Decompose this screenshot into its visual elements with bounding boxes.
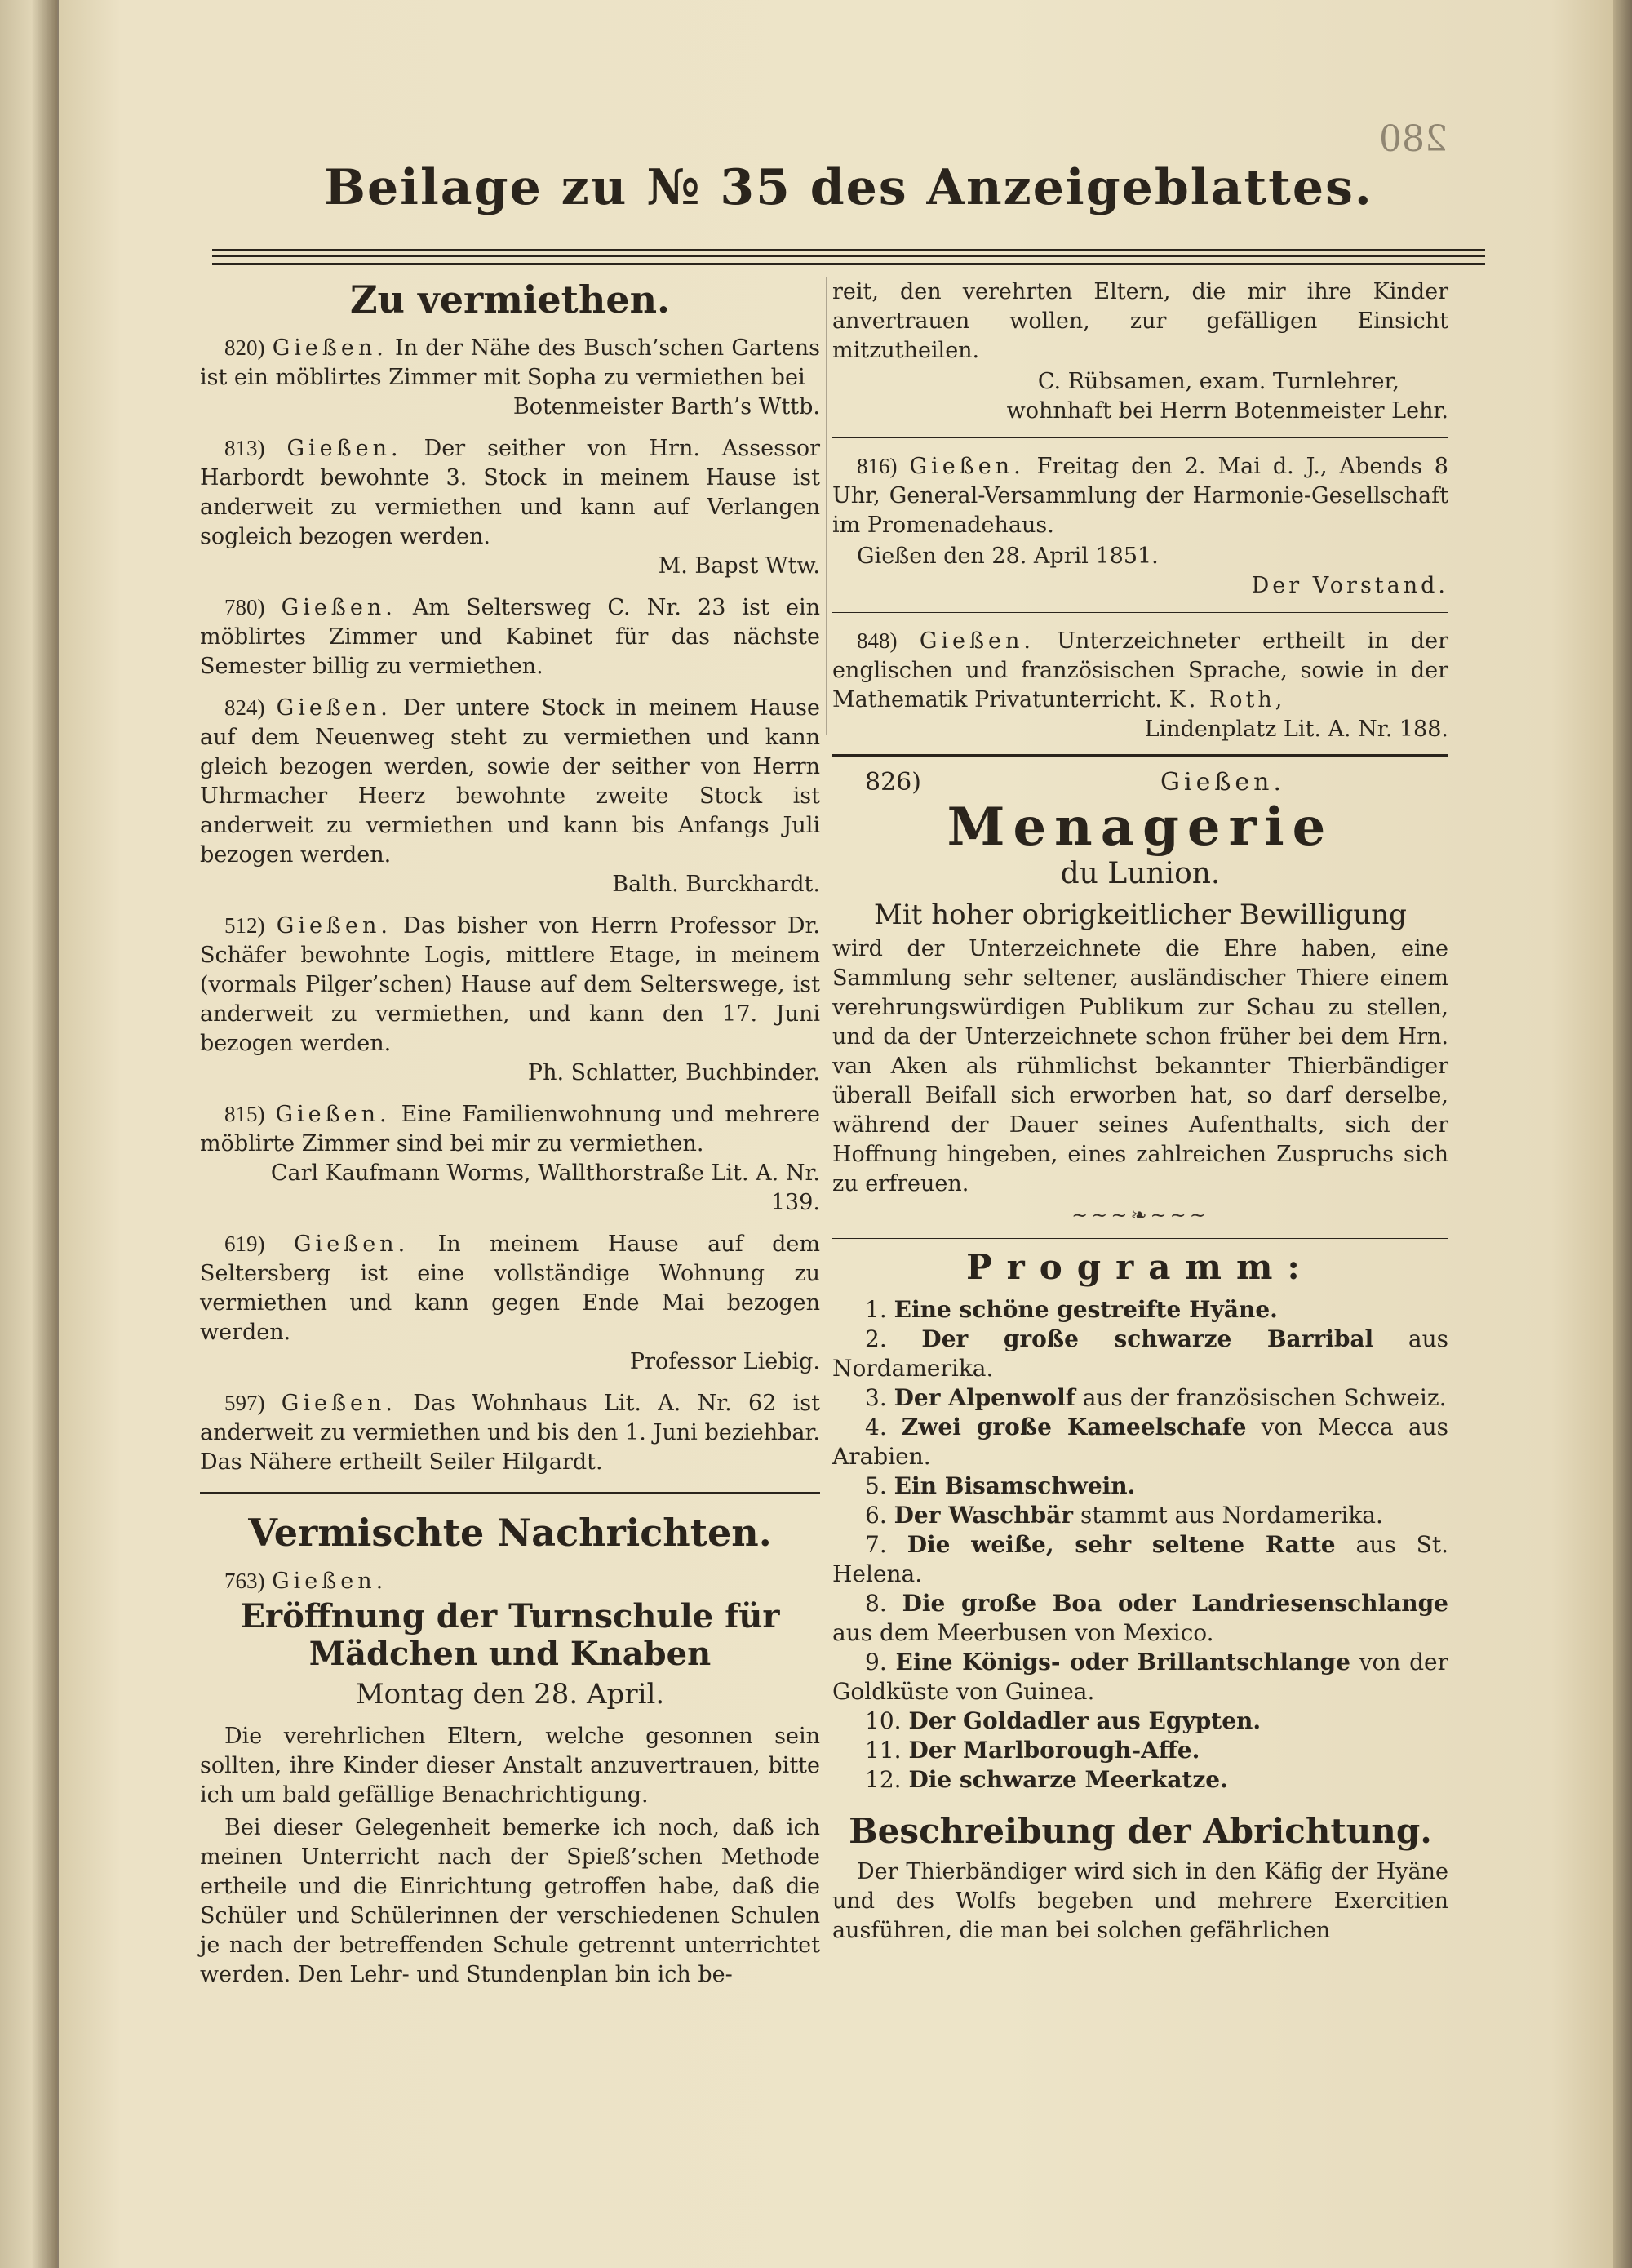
programm-item: 6. Der Waschbär stammt aus Nordamerika. — [865, 1502, 1383, 1529]
turnschule-continuation: reit, den verehrten Eltern, die mir ihre Kinder anvertrauen wollen, zur gefälligen Einsicht mitzutheilen. — [832, 279, 1448, 363]
ad-816: 816) Gießen. Freitag den 2. Mai d. J., Abends 8 Uhr, General-Versammlung der Harmonie-Gesellschaft im Promenadehaus. — [832, 454, 1448, 538]
ad-816-date: Gießen den 28. April 1851. — [857, 544, 1159, 569]
menagerie-header — [832, 768, 1448, 797]
programm-title: Programm: — [966, 1247, 1315, 1287]
menagerie-location: Gießen. — [1160, 768, 1285, 797]
ornament-icon: ~~~❧~~~ — [1071, 1204, 1209, 1227]
programm-item: 1. Eine schöne gestreifte Hyäne. — [865, 1296, 1278, 1323]
programm-item: 7. Die weiße, sehr seltene Ratte aus St. Helena. — [832, 1531, 1448, 1587]
ad-820: 820) Gießen. In der Nähe des Busch’schen Gartens ist ein möblirtes Zimmer mit Sopha zu vermiethen bei Botenmeister Barth’s Wttb. — [200, 335, 820, 419]
page-number: 280 — [1379, 118, 1448, 160]
programm-item: 4. Zwei große Kameelschafe von Mecca aus Arabien. — [832, 1414, 1448, 1470]
divider-rule — [832, 437, 1448, 438]
beschreibung-title: Beschreibung der Abrichtung. — [849, 1811, 1432, 1851]
programm-item: 9. Eine Königs- oder Brillantschlange von der Goldküste von Guinea. — [832, 1649, 1448, 1705]
masthead: Beilage zu № 35 des Anzeigeblattes. — [324, 159, 1373, 216]
section-title-zu-vermiethen: Zu vermiethen. — [349, 277, 671, 322]
turnschule-date: Montag den 28. April. — [355, 1678, 665, 1711]
programm-list — [832, 1295, 1448, 1795]
left-column — [200, 277, 820, 2001]
programm-item: 12. Die schwarze Meerkatze. — [865, 1766, 1228, 1793]
ad-816-signature: Der Vorstand. — [1251, 573, 1448, 598]
beschreibung-text: Der Thierbändiger wird sich in den Käfig der Hyäne und des Wolfs begeben und mehrere Exercitien ausführen, die man bei solchen gefährlichen — [832, 1859, 1448, 1943]
menagerie-lead: Mit hoher obrigkeitlicher Bewilligung — [874, 899, 1407, 931]
divider-rule — [832, 612, 1448, 613]
ad-848-address: Lindenplatz Lit. A. Nr. 188. — [1144, 717, 1448, 742]
ad-824: 824) Gießen. Der untere Stock in meinem Hause auf dem Neuenweg steht zu vermiethen und kann gleich bezogen werden, sowie der seither von Herrn Uhrmacher Heerz bewohnte zweite Stock ist anderweit zu vermiethen und kann bis Anfangs Juli bezogen werden. Balth. Burckhardt. — [200, 695, 820, 897]
turnschule-title: Eröffnung der Turnschule für Mädchen und Knaben — [240, 1597, 780, 1673]
programm-item: 5. Ein Bisamschwein. — [865, 1472, 1136, 1499]
ad-848: 848) Gießen. Unterzeichneter ertheilt in der englischen und französischen Sprache, sowie in der Mathematik Privatunterricht. K. Roth, — [832, 628, 1448, 712]
right-column — [832, 277, 1448, 1957]
turnschule-para1: Die verehrlichen Eltern, welche gesonnen sein sollten, ihre Kinder dieser Anstalt anzuvertrauen, bitte ich um bald gefällige Benachrichtigung. — [200, 1724, 820, 1808]
facing-page-edge — [0, 0, 57, 2268]
ad-597: 597) Gießen. Das Wohnhaus Lit. A. Nr. 62 ist anderweit zu vermiethen und bis den 1. Juni beziehbar. Das Nähere ertheilt Seiler Hilgardt. — [200, 1391, 820, 1475]
ad-763-header: 763) Gießen. — [224, 1569, 388, 1594]
programm-item: 11. Der Marlborough-Affe. — [865, 1737, 1200, 1764]
menagerie-title: Menagerie — [947, 797, 1334, 858]
section-rule — [200, 1492, 820, 1494]
turnschule-address: wohnhaft bei Herrn Botenmeister Lehr. — [1006, 398, 1448, 424]
ad-512: 512) Gießen. Das bisher von Herrn Professor Dr. Schäfer bewohnte Logis, mittlere Etage, in meinem (vormals Pilger’schen) Hause auf dem Selterswege, ist anderweit zu vermiethen, und kann den 17. Juni bezogen werden. Ph. Schlatter, Buchbinder. — [200, 913, 820, 1085]
menagerie-text: wird der Unterzeichnete die Ehre haben, eine Sammlung sehr seltener, ausländischer Thiere einem verehrungswürdigen Publikum zur Schau zu stellen, und da der Unterzeichnete schon früher bei dem Hrn. van Aken als rühmlichst bekannter Thierbändiger überall Beifall sich erworben hat, so darf derselbe, während der Dauer seines Aufenthalts, sich der Hoffnung hingeben, eines zahlreichen Zuspruchs sich zu erfreuen. — [832, 936, 1448, 1196]
menagerie-number: 826) — [865, 768, 921, 797]
divider-rule — [832, 1238, 1448, 1239]
ad-815: 815) Gießen. Eine Familienwohnung und mehrere möblirte Zimmer sind bei mir zu vermiethen. Carl Kaufmann Worms, Wallthorstraße Lit. A. Nr. 139. — [200, 1102, 820, 1215]
programm-item: 8. Die große Boa oder Landriesenschlange aus dem Meerbusen von Mexico. — [832, 1590, 1449, 1646]
ad-780: 780) Gießen. Am Seltersweg C. Nr. 23 ist ein möblirtes Zimmer und Kabinet für das nächste Semester billig zu vermiethen. — [200, 595, 820, 679]
turnschule-para2: Bei dieser Gelegenheit bemerke ich noch, daß ich meinen Unterricht nach der Spieß’schen Methode ertheile und die Einrichtung getroffen habe, daß die Schüler und Schülerinnen der verschiedenen Schulen je nach der betreffenden Schule getrennt unterrichtet werden. Den Lehr- und Stundenplan bin ich be- — [200, 1815, 820, 1987]
programm-item: 10. Der Goldadler aus Egypten. — [865, 1707, 1262, 1734]
page-edge-shadow — [1613, 0, 1632, 2268]
section-title-vermischte: Vermischte Nachrichten. — [248, 1511, 772, 1555]
ad-619: 619) Gießen. In meinem Hause auf dem Seltersberg ist eine vollständige Wohnung zu vermiethen und kann gegen Ende Mai bezogen werden. Professor Liebig. — [200, 1232, 820, 1374]
section-rule — [832, 754, 1448, 757]
programm-item: 3. Der Alpenwolf aus der französischen Schweiz. — [865, 1384, 1447, 1411]
turnschule-signature: C. Rübsamen, exam. Turnlehrer, — [1037, 369, 1399, 394]
column-divider — [826, 277, 827, 735]
menagerie-subtitle: du Lunion. — [1060, 857, 1221, 890]
programm-item: 2. Der große schwarze Barribal aus Nordamerika. — [832, 1325, 1448, 1382]
masthead-rule — [212, 249, 1485, 265]
ad-813: 813) Gießen. Der seither von Hrn. Assessor Harbordt bewohnte 3. Stock in meinem Hause ist anderweit zu vermiethen und kann auf Verlangen sogleich bezogen werden. M. Bapst Wtw. — [200, 436, 820, 579]
